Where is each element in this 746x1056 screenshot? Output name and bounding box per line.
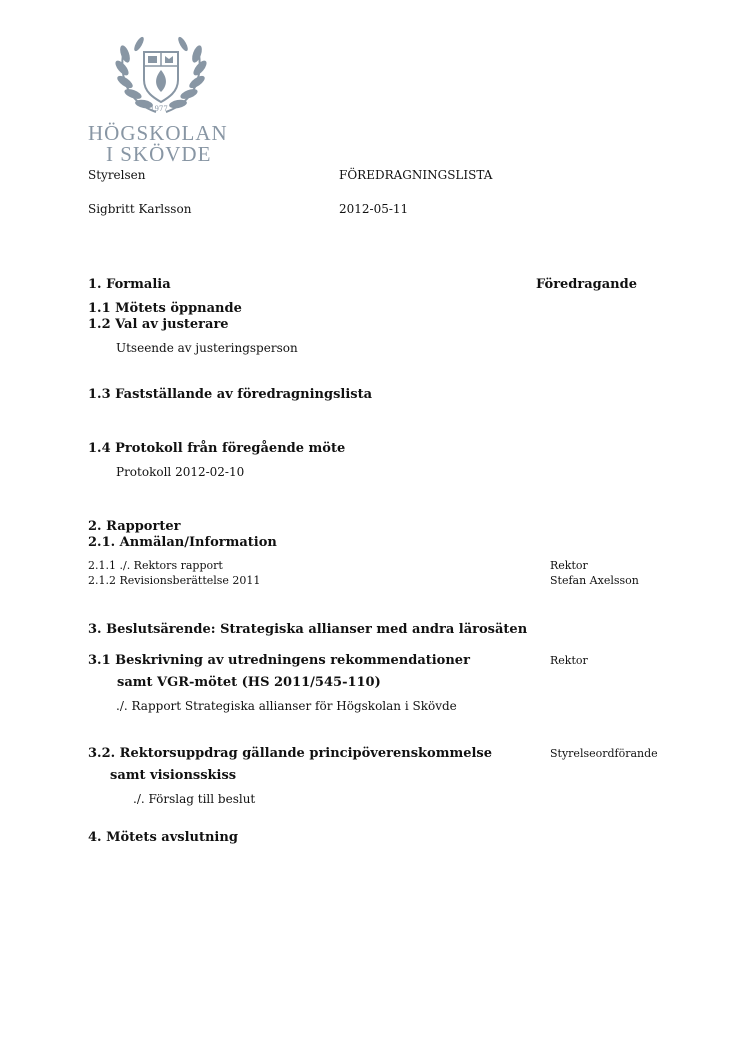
section-2-heading: 2. Rapporter	[88, 519, 181, 534]
item-3-2-line-2: samt visionsskiss	[110, 768, 237, 783]
item-3-2-note: ./. Förslag till beslut	[133, 792, 256, 806]
item-2-1-2-presenter: Stefan Axelsson	[550, 574, 639, 587]
section-1-heading: 1. Formalia	[88, 277, 171, 292]
document-date: 2012-05-11	[339, 202, 409, 216]
item-1-3: 1.3 Fastställande av föredragningslista	[88, 387, 373, 402]
item-1-2-note: Utseende av justeringsperson	[116, 341, 298, 355]
author-name: Sigbritt Karlsson	[88, 202, 192, 216]
item-2-1-1: 2.1.1 ./. Rektors rapport	[88, 559, 223, 572]
org-name: Styrelsen	[88, 168, 146, 182]
item-1-1: 1.1 Mötets öppnande	[88, 301, 242, 316]
item-3-1-line-1: 3.1 Beskrivning av utredningens rekommendationer	[88, 653, 470, 668]
document-title: FÖREDRAGNINGSLISTA	[339, 168, 493, 182]
item-3-1-presenter: Rektor	[550, 654, 588, 667]
section-3-heading: 3. Beslutsärende: Strategiska allianser med andra lärosäten	[88, 622, 528, 637]
university-logo	[88, 30, 228, 166]
item-2-1: 2.1. Anmälan/Information	[88, 535, 277, 550]
presenter-column-heading: Föredragande	[536, 277, 637, 292]
item-3-2-presenter: Styrelseordförande	[550, 747, 658, 760]
logo-line-1: HÖGSKOLAN	[88, 121, 228, 145]
item-1-2: 1.2 Val av justerare	[88, 317, 229, 332]
logo-line-2: I SKÖVDE	[106, 142, 212, 166]
item-1-4: 1.4 Protokoll från föregående möte	[88, 441, 346, 456]
item-3-1-line-2: samt VGR-mötet (HS 2011/545-110)	[117, 675, 381, 690]
founding-year: 1977	[150, 105, 168, 113]
item-2-1-2: 2.1.2 Revisionsberättelse 2011	[88, 574, 261, 587]
item-3-2-line-1: 3.2. Rektorsuppdrag gällande principöverenskommelse	[88, 746, 493, 761]
item-3-1-note: ./. Rapport Strategiska allianser för Högskolan i Skövde	[116, 699, 457, 713]
item-1-4-note: Protokoll 2012-02-10	[116, 465, 245, 479]
section-4-heading: 4. Mötets avslutning	[88, 830, 238, 845]
item-2-1-1-presenter: Rektor	[550, 559, 588, 572]
